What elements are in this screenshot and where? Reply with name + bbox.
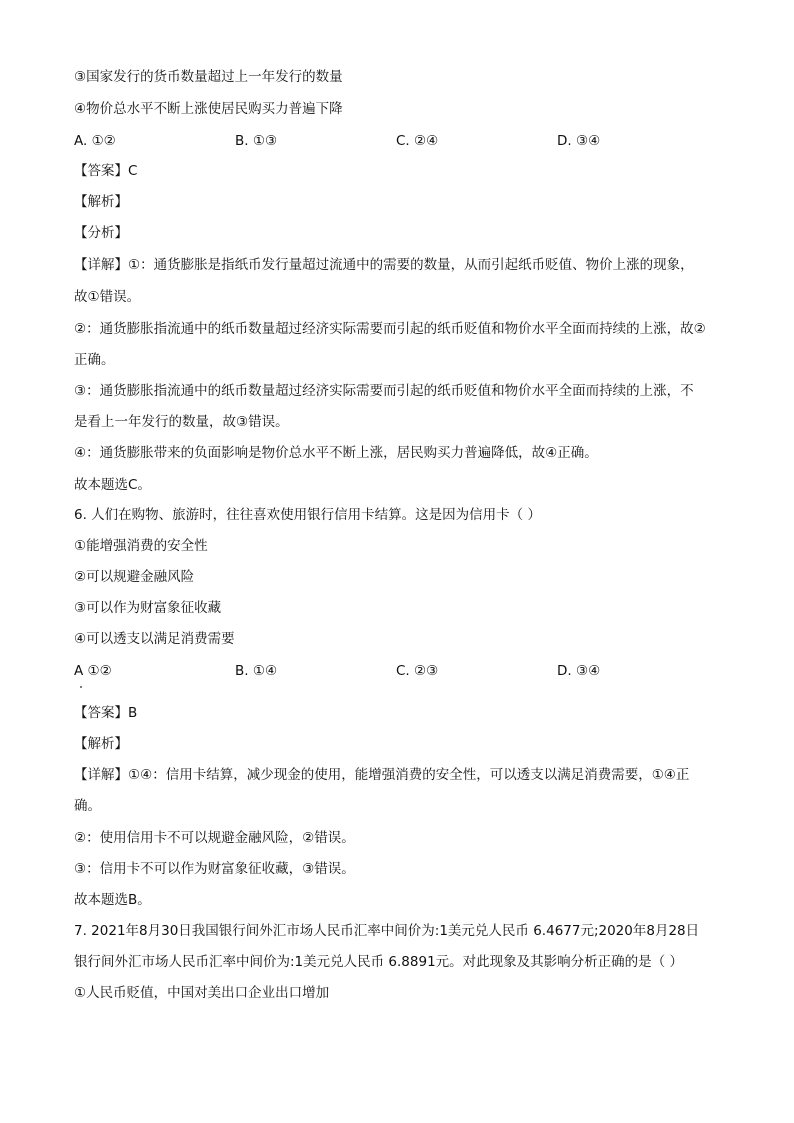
q5-fenxi-heading: 【分析】 (74, 225, 128, 241)
q5-detail-3b: 是看上一年发行的数量，故③错误。 (74, 414, 289, 430)
q7-stem-line-1: 7. 2021年8月30日我国银行间外汇市场人民币汇率中间价为:1美元兑人民币 6.4677元;2020年8月28日 (74, 923, 700, 939)
q6-answer: 【答案】B (74, 705, 138, 721)
q5-option-d: D. ③④ (557, 133, 601, 149)
q5-options (74, 132, 724, 150)
q6-detail-1b: 确。 (74, 798, 101, 814)
q6-options (74, 662, 724, 680)
q6-detail-3: ③：信用卡不可以作为财富象征收藏，③错误。 (74, 861, 355, 877)
q5-detail-2a: ②：通货膨胀指流通中的纸币数量超过经济实际需要而引起的纸币贬值和物价水平全面而持续的上涨，故② (74, 321, 706, 337)
q6-conclusion: 故本题选B。 (74, 892, 151, 908)
q6-analysis-heading: 【解析】 (74, 736, 128, 752)
q7-stem-line-2: 银行间外汇市场人民币汇率中间价为:1美元兑人民币 6.8891元。对此现象及其影响分析正确的是（ ） (74, 954, 683, 970)
q6-item-1: ①能增强消费的安全性 (74, 538, 208, 554)
q5-option-a: A. ①② (74, 133, 116, 149)
q5-conclusion: 故本题选C。 (74, 477, 151, 493)
q6-item-4: ④可以透支以满足消费需要 (74, 631, 235, 647)
q5-analysis-heading: 【解析】 (74, 194, 128, 210)
q5-item-3: ③国家发行的货币数量超过上一年发行的数量 (74, 69, 343, 85)
stray-dot (80, 686, 82, 688)
q6-detail-2: ②：使用信用卡不可以规避金融风险，②错误。 (74, 830, 355, 846)
q7-item-1: ①人民币贬值，中国对美出口企业出口增加 (74, 985, 330, 1001)
q5-option-c: C. ②④ (396, 133, 439, 149)
q5-option-b: B. ①③ (235, 133, 278, 149)
q6-item-2: ②可以规避金融风险 (74, 569, 195, 585)
q5-detail-1a: 【详解】①：通货膨胀是指纸币发行量超过流通中的需要的数量，从而引起纸币贬值、物价上涨的现象， (74, 257, 694, 273)
q5-detail-1b: 故①错误。 (74, 289, 141, 305)
q5-detail-3a: ③：通货膨胀指流通中的纸币数量超过经济实际需要而引起的纸币贬值和物价水平全面而持续的上涨，不 (74, 383, 694, 399)
q6-stem: 6. 人们在购物、旅游时，往往喜欢使用银行信用卡结算。这是因为信用卡（ ） (74, 507, 541, 523)
q6-option-c: C. ②③ (396, 663, 439, 679)
q6-item-3: ③可以作为财富象征收藏 (74, 600, 222, 616)
q5-detail-2b: 正确。 (74, 352, 115, 368)
q5-detail-4: ④：通货膨胀带来的负面影响是物价总水平不断上涨，居民购买力普遍降低，故④正确。 (74, 445, 598, 461)
q6-option-a: A ①② (74, 663, 112, 679)
q6-option-d: D. ③④ (557, 663, 601, 679)
q5-answer: 【答案】C (74, 163, 138, 179)
q5-item-4: ④物价总水平不断上涨使居民购买力普遍下降 (74, 101, 343, 117)
q6-detail-1a: 【详解】①④：信用卡结算，减少现金的使用，能增强消费的安全性，可以透支以满足消费需要，①④正 (74, 767, 690, 783)
q6-option-b: B. ①④ (235, 663, 278, 679)
